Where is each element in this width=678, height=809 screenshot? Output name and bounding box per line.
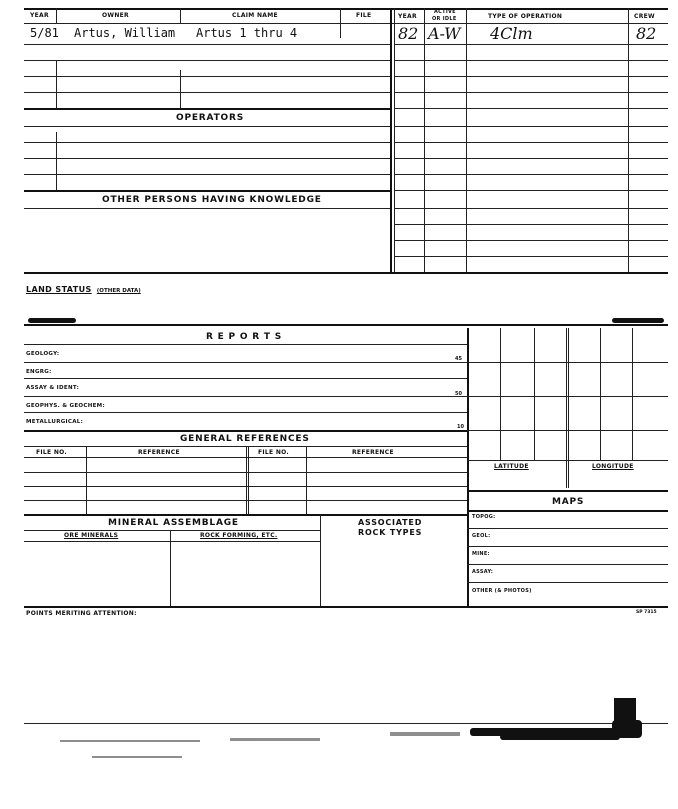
form-number: SP 7315 <box>636 610 657 615</box>
header-year: YEAR <box>30 12 49 19</box>
general-refs-title: GENERAL REFERENCES <box>180 434 310 444</box>
land-status <box>26 277 141 296</box>
op-row-active: A-W <box>428 24 461 43</box>
row-year: 5/81 <box>30 26 59 40</box>
latitude-label: LATITUDE <box>494 463 529 470</box>
rock-forming-header: ROCK FORMING, ETC. <box>200 532 278 539</box>
report-engrg: ENGRG: <box>26 369 52 375</box>
report-geology: GEOLOGY: <box>26 351 60 357</box>
header-owner: OWNER <box>102 12 129 19</box>
op-row-year: 82 <box>398 24 419 43</box>
op-row-crew: 82 <box>636 24 657 43</box>
op-header-active: ACTIVE <box>434 9 456 15</box>
maps-title: MAPS <box>552 497 585 507</box>
report-metallurgical-num: 10 <box>457 424 464 430</box>
op-header-idle: OR IDLE <box>432 16 457 22</box>
points-label: POINTS MERITING ATTENTION: <box>26 610 137 617</box>
scan-smudge-right <box>612 318 664 323</box>
land-status-label: LAND STATUS <box>26 285 92 294</box>
reports-title: R E P O R T S <box>206 332 283 342</box>
header-claim-name: CLAIM NAME <box>232 12 278 19</box>
report-metallurgical: METALLURGICAL: <box>26 419 84 425</box>
report-assay: ASSAY & IDENT: <box>26 385 80 391</box>
genref-header-file-2: FILE NO. <box>258 449 290 456</box>
assoc-line2: ROCK TYPES <box>358 528 423 537</box>
row-claim-name: Artus 1 thru 4 <box>196 26 298 40</box>
row-owner: Artus, William <box>74 26 176 40</box>
op-header-year: YEAR <box>398 13 417 20</box>
scan-noise-bottom <box>0 690 678 780</box>
op-row-type: 4Clm <box>490 24 533 43</box>
mineral-title: MINERAL ASSEMBLAGE <box>108 518 239 528</box>
map-topog: TOPOG: <box>472 514 496 520</box>
others-title: OTHER PERSONS HAVING KNOWLEDGE <box>102 195 322 205</box>
land-status-sub: (OTHER DATA) <box>96 288 141 294</box>
report-geophys: GEOPHYS. & GEOCHEM: <box>26 403 105 409</box>
map-other: OTHER (& PHOTOS) <box>472 588 532 594</box>
scan-smudge-left <box>28 318 76 323</box>
report-geology-num: 45 <box>455 356 462 362</box>
map-mine: MINE: <box>472 551 490 557</box>
genref-header-ref-1: REFERENCE <box>138 449 180 456</box>
map-geol: GEOL: <box>472 533 491 539</box>
op-header-crew: CREW <box>634 13 655 20</box>
map-assay: ASSAY: <box>472 569 494 575</box>
ore-minerals-header: ORE MINERALS <box>64 532 119 539</box>
op-header-type: TYPE OF OPERATION <box>488 13 563 20</box>
assoc-line1: ASSOCIATED <box>358 518 423 527</box>
longitude-label: LONGITUDE <box>592 463 634 470</box>
operators-title: OPERATORS <box>176 113 244 123</box>
header-file: FILE <box>356 12 372 19</box>
genref-header-file-1: FILE NO. <box>36 449 68 456</box>
genref-header-ref-2: REFERENCE <box>352 449 394 456</box>
report-assay-num: 50 <box>455 391 462 397</box>
